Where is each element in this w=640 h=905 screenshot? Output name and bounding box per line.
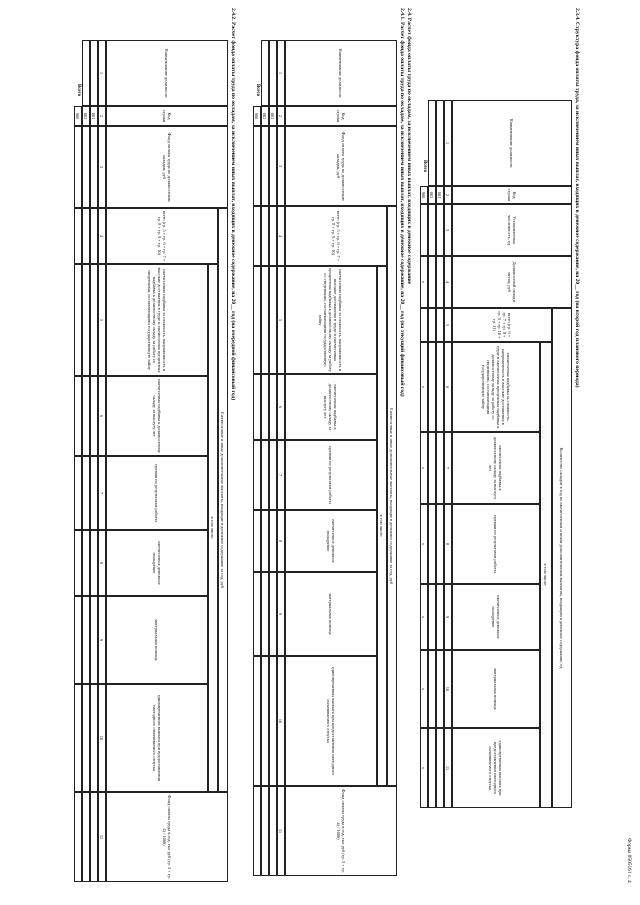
s242-num-8: 8 (98, 530, 106, 596)
s242-total-c11 (74, 792, 82, 882)
s234-col-bonus: премии по результатам работы (452, 504, 540, 584)
s234-r2-c11 (428, 728, 436, 808)
s242-total-label: Всего (76, 84, 81, 96)
s241-num-8: 8 (277, 510, 285, 572)
s241-num-6: 6 (277, 374, 285, 440)
s242-num-11: 11 (98, 792, 106, 882)
s242-r1-c5 (90, 264, 98, 376)
s241-r2-code: 002 (261, 106, 269, 126)
section-2-4-2-title: 2.4.2. Расчет фонда оплаты труда по окладам, за исключением иных выплат, входящих в денежное содержание, на 20__ год (на очередной финансовый год) (230, 8, 236, 401)
s234-r2-c5 (428, 308, 436, 342)
s242-col-seniority: ежемесячная надбавка к должностному окладу за выслугу лет (106, 376, 208, 456)
s242-num-1: 1 (98, 40, 106, 106)
s234-col-complexity: ежемесячная надбавка за сложность, напряженность и высокие достижения в труде и ежемесячная процентная надбавка к должностному окладу за работу со сведениями, составляющими государственную тайну (452, 342, 540, 432)
s241-col-incl: в том числе: (377, 266, 387, 786)
s242-num-5: 5 (98, 264, 106, 376)
s242-num-4: 4 (98, 208, 106, 264)
s241-r1-c11 (269, 786, 277, 876)
s242-r2-c11 (82, 792, 90, 882)
s234-num-4: 4 (444, 256, 452, 308)
s234-total-c8: х (420, 504, 428, 584)
section-2-3-4-title: 2.3.4. Структура фонда оплаты труда, за исключением иных выплат, входящих в денежное содержание, на 20__ год (на второй год планового периода) (574, 8, 580, 388)
s241-total-c7 (253, 440, 261, 510)
s234-num-10: 10 (444, 650, 452, 728)
s234-num-8: 8 (444, 504, 452, 584)
s242-r2-c7 (82, 456, 90, 530)
s234-r2-code: 002 (428, 186, 436, 204)
s241-r2-c9 (261, 572, 269, 656)
s241-total-c11 (253, 786, 261, 876)
s241-num-10: 10 (277, 656, 285, 786)
s242-r2-c6 (82, 376, 90, 456)
s234-r1-c5 (436, 308, 444, 342)
s242-r2-code: 002 (82, 106, 90, 126)
s242-r1-name (90, 40, 98, 106)
section-2-4-title: 2.4. Расчет фонда оплаты труда по окладам, за исключением иных выплат, входящих в денежное содержание (406, 8, 412, 285)
s241-num-7: 7 (277, 440, 285, 510)
s241-col-monthly: ежемесячное денежное поощрение (285, 510, 377, 572)
s242-r2-c8 (82, 530, 90, 596)
s241-num-11: 11 (277, 786, 285, 876)
s234-r1-c8 (436, 504, 444, 584)
s241-col-total: всего (гр. 5 + гр. 6 + гр. 7 + гр. 8 + гр. 9 + гр. 10) (285, 206, 387, 266)
s241-col-seniority: ежемесячная надбавка к должностному окладу за выслугу лет (285, 374, 377, 440)
s241-r1-c3 (269, 126, 277, 206)
s234-r1-name (436, 100, 444, 186)
s234-r2-c9 (428, 584, 436, 650)
s241-col-name: Наименование должности (285, 40, 397, 106)
s234-r2-c8 (428, 504, 436, 584)
s234-r2-c4 (428, 256, 436, 308)
s242-total-c6 (74, 376, 82, 456)
s234-col-leave: единовременная выплата при предоставлении ежегодного оплачиваемого отпуска (452, 728, 540, 808)
form-code: Форма 0505161 с. 4 (626, 838, 632, 883)
s241-r1-c8 (269, 510, 277, 572)
s241-r2-c3 (261, 126, 269, 206)
s234-col-seniority: ежемесячная надбавка к должностному окладу за выслугу лет (452, 432, 540, 504)
s241-col-complexity: ежемесячная надбавка за сложность, напряженность и высокие достижения в труде и ежемесячная процентная надбавка к должностному окладу за работу со сведениями, составляющими государственную тайну (285, 266, 377, 374)
s234-r2-c10 (428, 650, 436, 728)
s234-col-salary: Должностной оклад в месяц, руб (452, 256, 572, 308)
s234-total-c9: х (420, 584, 428, 650)
s242-col-payments-group: Ежемесячные и иные дополнительные выплаты, входящие в денежное содержание за год, руб (218, 208, 228, 792)
s234-col-monthly: ежемесячное денежное поощрение (452, 584, 540, 650)
s242-col-monthly: ежемесячное денежное поощрение (106, 530, 208, 596)
s242-total-c8 (74, 530, 82, 596)
s242-r1-c8 (90, 530, 98, 596)
s234-num-6: 6 (444, 342, 452, 432)
s242-num-10: 10 (98, 684, 106, 792)
s242-total-c5 (74, 264, 82, 376)
s241-r2-c11 (261, 786, 269, 876)
s241-col-leave: единовременная выплата при предоставлении ежегодного оплачиваемого отпуска (285, 656, 377, 786)
s234-num-9: 9 (444, 584, 452, 650)
s242-total-c4 (74, 208, 82, 264)
s241-num-4: 4 (277, 206, 285, 266)
s234-num-2: 2 (444, 186, 452, 204)
s241-total-label: Всего (255, 84, 260, 96)
s241-r2-c6 (261, 374, 269, 440)
s241-col-fund: Фонд оплаты труда по должностным окладам, руб (285, 126, 397, 206)
s234-r1-c11 (436, 728, 444, 808)
s241-r2-c10 (261, 656, 269, 786)
s234-col-staff: Установленная численность, ед (452, 204, 572, 256)
s234-total-c7: х (420, 432, 428, 504)
s242-total-c10 (74, 684, 82, 792)
s242-r2-c5 (82, 264, 90, 376)
s241-total-c4 (253, 206, 261, 266)
s241-col-bonus: премии по результатам работы (285, 440, 377, 510)
s241-r1-name (269, 40, 277, 106)
s242-col-fund: Фонд оплаты труда по должностным окладам, руб (106, 126, 228, 208)
s241-r2-name (261, 40, 269, 106)
s242-total-c3 (74, 126, 82, 208)
s241-r1-code: 001 (269, 106, 277, 126)
s242-total-c7 (74, 456, 82, 530)
s242-r2-c10 (82, 684, 90, 792)
s234-col-material: материальная помощь (452, 650, 540, 728)
s241-r1-c9 (269, 572, 277, 656)
s241-total-c3 (253, 126, 261, 206)
s234-total-code: 900 (420, 186, 428, 204)
s234-r2-c3 (428, 204, 436, 256)
s234-r1-c7 (436, 432, 444, 504)
s242-r1-c6 (90, 376, 98, 456)
s242-num-2: 2 (98, 106, 106, 126)
s242-r2-c4 (82, 208, 90, 264)
s234-r1-c4 (436, 256, 444, 308)
section-2-4-1-title: 2.4.1. Расчет фонда оплаты труда по окладам, за исключением иных выплат, входящих в денежное содержание, на 20__ год (на текущий финансовый год) (399, 8, 405, 397)
s241-r2-c7 (261, 440, 269, 510)
s242-col-bonus: премии по результатам работы (106, 456, 208, 530)
s242-r2-c9 (82, 596, 90, 684)
s234-r1-c6 (436, 342, 444, 432)
s241-r1-c5 (269, 266, 277, 374)
s234-total-c3 (420, 204, 428, 256)
s242-num-9: 9 (98, 596, 106, 684)
s242-r1-code: 001 (90, 106, 98, 126)
s241-r1-c7 (269, 440, 277, 510)
s241-total-c8 (253, 510, 261, 572)
s234-col-code: Код строки (452, 186, 572, 204)
s234-num-3: 3 (444, 204, 452, 256)
s241-r1-c4 (269, 206, 277, 266)
s234-total-label: Всего (422, 160, 427, 172)
s241-r1-c6 (269, 374, 277, 440)
s242-r1-c4 (90, 208, 98, 264)
s234-r1-code: 001 (436, 186, 444, 204)
s242-total-c9 (74, 596, 82, 684)
s241-r2-c4 (261, 206, 269, 266)
s234-r1-c3 (436, 204, 444, 256)
s242-r1-c10 (90, 684, 98, 792)
s241-col-code: Код строки (285, 106, 397, 126)
s241-col-fund-year: Фонд оплаты труда в год, тыс руб (гр. 3 + гр. 4) / 1000) (285, 786, 397, 876)
s242-col-complexity: ежемесячная надбавка за сложность, напряженность и высокие достижения в труде и ежемесячная процентная надбавка к должностному окладу за работу со сведениями, составляющими государственную тайну (106, 264, 208, 376)
s241-r1-c10 (269, 656, 277, 786)
s242-col-total: всего (гр. 5 + гр. 6 + гр. 7 + гр. 8 + гр. 9 + гр. 10) (106, 208, 218, 264)
s242-col-fund-year: Фонд оплаты труда в год, тыс руб (гр. 3 + гр. 4) / 1000) (106, 792, 228, 882)
s241-num-2: 2 (277, 106, 285, 126)
s241-r2-c8 (261, 510, 269, 572)
s234-col-name: Наименование должности (452, 100, 572, 186)
s234-num-11: 11 (444, 728, 452, 808)
s234-r1-c9 (436, 584, 444, 650)
s234-col-total: всего (гр. 6 + гр. 7 + гр. 8 + гр. 9 + гр. 10 + гр. 11) (452, 308, 552, 342)
s234-col-payments-group: Количество окладов в год по ежемесячным и иным дополнительным выплатам, входящим в денежное содержание, ед (552, 308, 572, 808)
s242-num-3: 3 (98, 126, 106, 208)
s242-r1-c11 (90, 792, 98, 882)
s234-num-7: 7 (444, 432, 452, 504)
s234-r2-c6 (428, 342, 436, 432)
s234-total-c4: х (420, 256, 428, 308)
s241-r2-c5 (261, 266, 269, 374)
s241-total-code: 900 (253, 106, 261, 126)
s234-r2-c7 (428, 432, 436, 504)
s234-num-1: 1 (444, 100, 452, 186)
s242-r2-name (82, 40, 90, 106)
s241-col-payments-group: Ежемесячные и иные дополнительные выплаты, входящие в денежное содержание за год, руб (387, 206, 397, 786)
s242-col-material: материальная помощь (106, 596, 208, 684)
s234-total-c11: х (420, 728, 428, 808)
s234-total-c6: х (420, 342, 428, 432)
s242-r1-c7 (90, 456, 98, 530)
s242-total-code: 900 (74, 106, 82, 126)
s241-col-material: материальная помощь (285, 572, 377, 656)
s242-col-leave: единовременная выплата при предоставлении ежегодного оплачиваемого отпуска (106, 684, 208, 792)
s234-total-c5 (420, 308, 428, 342)
s242-r1-c9 (90, 596, 98, 684)
s242-r2-c3 (82, 126, 90, 208)
s234-r1-c10 (436, 650, 444, 728)
s234-total-c10: х (420, 650, 428, 728)
s242-col-code: Код строки (106, 106, 228, 126)
s241-num-1: 1 (277, 40, 285, 106)
s234-col-incl: в том числе: (540, 342, 552, 808)
s241-total-c10 (253, 656, 261, 786)
s242-r1-c3 (90, 126, 98, 208)
s242-col-name: Наименование должности (106, 40, 228, 106)
s234-num-5: 5 (444, 308, 452, 342)
s241-num-3: 3 (277, 126, 285, 206)
s242-num-7: 7 (98, 456, 106, 530)
s241-total-c6 (253, 374, 261, 440)
s234-r2-name (428, 100, 436, 186)
s242-col-incl: в том числе: (208, 264, 218, 792)
s241-total-c9 (253, 572, 261, 656)
s241-total-c5 (253, 266, 261, 374)
s242-num-6: 6 (98, 376, 106, 456)
s241-num-5: 5 (277, 266, 285, 374)
s241-num-9: 9 (277, 572, 285, 656)
